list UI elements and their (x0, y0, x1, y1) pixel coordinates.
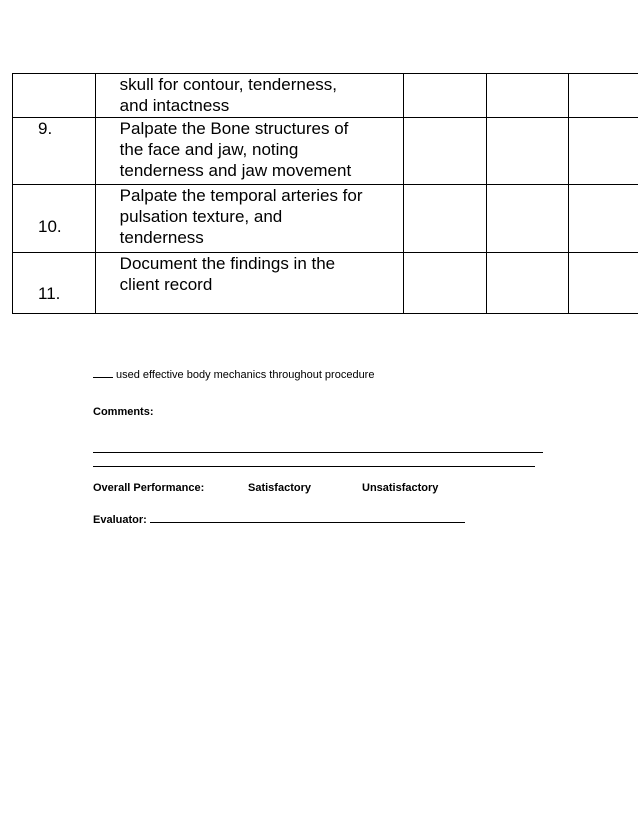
procedure-steps-table (12, 73, 638, 314)
checkbox-cell[interactable] (569, 185, 638, 253)
body-mechanics-item (93, 368, 374, 381)
evaluator-signature-line[interactable] (150, 512, 465, 523)
step-number-cell (13, 118, 96, 185)
evaluator-label: Evaluator: (93, 514, 147, 526)
checkbox-cell[interactable] (403, 253, 486, 314)
checkbox-cell[interactable] (569, 118, 638, 185)
table-row (13, 74, 638, 118)
step-number: 10. (38, 217, 62, 236)
table-row (13, 253, 638, 314)
checkbox-cell[interactable] (403, 185, 486, 253)
checkbox-cell[interactable] (486, 74, 569, 118)
checkbox-cell[interactable] (486, 185, 569, 253)
step-description-cell (95, 118, 403, 185)
comments-label: Comments: (93, 406, 154, 418)
step-description-cell (95, 74, 403, 118)
checkbox-cell[interactable] (569, 253, 638, 314)
step-line: and intactness (119, 96, 230, 115)
step-line: tenderness and jaw movement (119, 161, 352, 180)
step-line: client record (119, 275, 213, 294)
comments-line[interactable] (93, 452, 543, 453)
step-number: 11. (38, 284, 61, 303)
step-line: skull for contour, tenderness, (119, 75, 338, 94)
step-description-cell (95, 185, 403, 253)
checkbox-cell[interactable] (403, 74, 486, 118)
step-number-cell (13, 185, 96, 253)
step-line: Palpate the temporal arteries for (119, 186, 363, 205)
evaluator-row (93, 512, 465, 526)
checkbox-cell[interactable] (486, 253, 569, 314)
step-line: the face and jaw, noting (119, 140, 299, 159)
step-number-cell (13, 74, 96, 118)
body-mechanics-text: used effective body mechanics throughout procedure (116, 369, 375, 381)
step-line: Document the findings in the (119, 254, 336, 273)
table-row (13, 185, 638, 253)
comments-line[interactable] (93, 466, 535, 467)
step-line: pulsation texture, and (119, 207, 283, 226)
overall-performance-row (93, 482, 438, 494)
checkmark-blank[interactable] (93, 368, 113, 378)
step-line: Palpate the Bone structures of (119, 119, 349, 138)
step-number-cell (13, 253, 96, 314)
overall-performance-label: Overall Performance: (93, 482, 205, 494)
checkbox-cell[interactable] (403, 118, 486, 185)
unsatisfactory-option[interactable]: Unsatisfactory (362, 482, 439, 494)
table-row (13, 118, 638, 185)
step-description-cell (95, 253, 403, 314)
checkbox-cell[interactable] (569, 74, 638, 118)
satisfactory-option[interactable]: Satisfactory (248, 482, 311, 494)
step-line: tenderness (119, 228, 204, 247)
step-number: 9. (38, 119, 53, 138)
checkbox-cell[interactable] (486, 118, 569, 185)
